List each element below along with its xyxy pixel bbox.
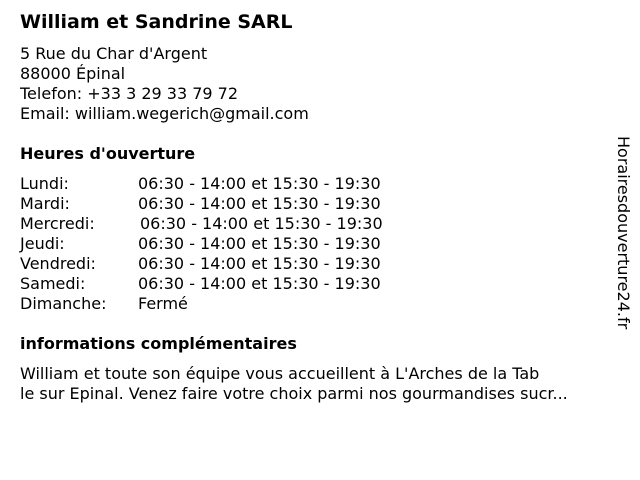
day-label: Mercredi: bbox=[20, 214, 95, 233]
opening-hours-heading: Heures d'ouverture bbox=[20, 144, 196, 163]
phone-number: Telefon: +33 3 29 33 79 72 bbox=[20, 84, 239, 103]
day-label: Jeudi: bbox=[20, 234, 65, 253]
city-postal-code: 88000 Épinal bbox=[20, 64, 126, 83]
contact-block bbox=[20, 44, 309, 124]
additional-info-text bbox=[20, 364, 620, 404]
day-label: Mardi: bbox=[20, 194, 70, 213]
day-hours: 06:30 - 14:00 et 15:30 - 19:30 bbox=[138, 274, 381, 293]
day-label: Samedi: bbox=[20, 274, 86, 293]
email-address: Email: william.wegerich@gmail.com bbox=[20, 104, 309, 123]
day-hours: 06:30 - 14:00 et 15:30 - 19:30 bbox=[138, 234, 381, 253]
day-hours: 06:30 - 14:00 et 15:30 - 19:30 bbox=[138, 254, 381, 273]
day-label: Dimanche: bbox=[20, 294, 107, 313]
day-hours: 06:30 - 14:00 et 15:30 - 19:30 bbox=[138, 194, 381, 213]
site-watermark: Horairesdouverture24.fr bbox=[614, 136, 633, 330]
additional-info-heading: informations complémentaires bbox=[20, 334, 297, 353]
info-line: William et toute son équipe vous accueillent à L'Arches de la Tab bbox=[20, 364, 540, 383]
day-label: Vendredi: bbox=[20, 254, 96, 273]
day-hours: Fermé bbox=[138, 294, 188, 313]
business-name: William et Sandrine SARL bbox=[20, 11, 293, 33]
street-address: 5 Rue du Char d'Argent bbox=[20, 44, 208, 63]
info-line: le sur Epinal. Venez faire votre choix parmi nos gourmandises sucr... bbox=[20, 384, 568, 403]
day-label: Lundi: bbox=[20, 174, 69, 193]
day-hours: 06:30 - 14:00 et 15:30 - 19:30 bbox=[138, 174, 381, 193]
day-hours: 06:30 - 14:00 et 15:30 - 19:30 bbox=[140, 214, 383, 233]
